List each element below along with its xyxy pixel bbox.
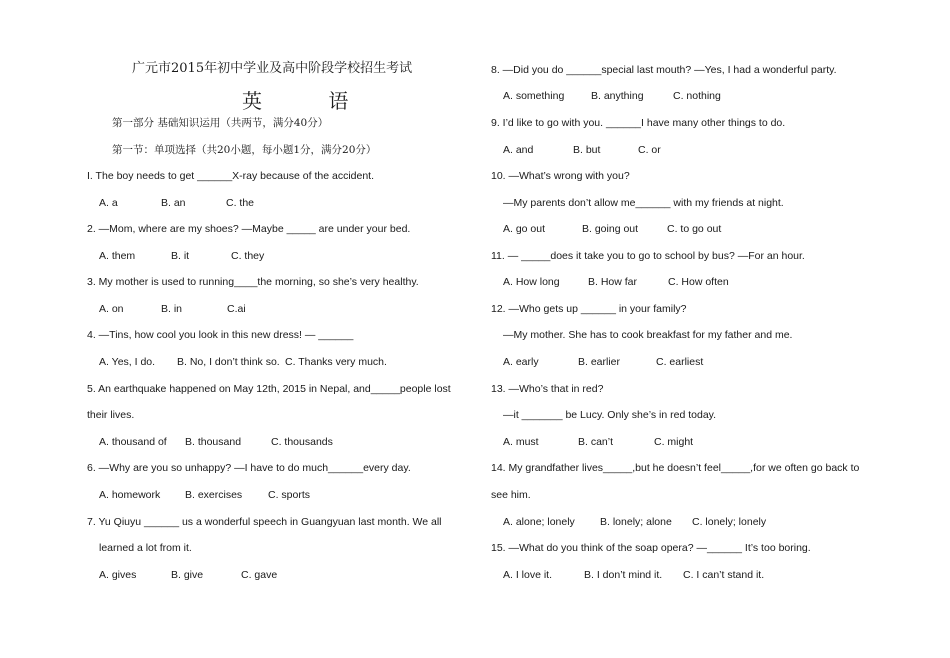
option-c: C.ai <box>227 303 246 315</box>
option-b: B. it <box>171 250 190 262</box>
question-stem: 7. Yu Qiuyu ______ us a wonderful speech in Guangyuan last month. We all <box>87 516 442 528</box>
question-stem: I. The boy needs to get ______X-ray because of the accident. <box>87 170 375 182</box>
option-c: C. sports <box>268 489 311 501</box>
part-heading: 第一部分 基础知识运用（共两节，满分40分） <box>112 117 329 129</box>
option-a: A. homework <box>99 489 161 501</box>
question-options <box>491 89 721 103</box>
question-options <box>491 143 661 157</box>
option-c: C. to go out <box>667 223 722 235</box>
option-c: C. How often <box>668 276 729 288</box>
question-options <box>491 222 721 236</box>
option-b: B. an <box>161 197 186 209</box>
option-c: C. they <box>231 250 265 262</box>
option-b: B. going out <box>582 223 639 235</box>
exam-title: 广元市2015年初中学业及高中阶段学校招生考试 <box>132 61 413 76</box>
question-stem-continued: learned a lot from it. <box>99 542 192 554</box>
option-c: C. Thanks very much. <box>285 356 387 368</box>
option-c: C. gave <box>241 569 278 581</box>
question-options <box>491 275 729 289</box>
option-c: C. might <box>654 436 694 448</box>
question-stem: 5. An earthquake happened on May 12th, 2015 in Nepal, and_____people lost <box>87 383 451 395</box>
question-stem-continued: —it _______ be Lucy. Only she’s in red today. <box>503 409 717 421</box>
option-b: B. earlier <box>578 356 621 368</box>
question-stem-continued: see him. <box>491 489 531 501</box>
question-options <box>87 249 264 263</box>
question-stem: 10. —What’s wrong with you? <box>491 170 630 182</box>
subject-heading: 英 语 <box>242 89 379 113</box>
option-c: C. lonely; lonely <box>692 516 767 528</box>
option-a: A. go out <box>503 223 546 235</box>
question-stem: 13. —Who’s that in red? <box>491 383 604 395</box>
question-stem-continued: —My mother. She has to cook breakfast for my father and me. <box>503 329 793 341</box>
option-b: B. anything <box>591 90 644 102</box>
option-b: B. in <box>161 303 183 315</box>
question-stem: 12. —Who gets up ______ in your family? <box>491 303 687 315</box>
question-options <box>491 515 766 529</box>
question-stem: 15. —What do you think of the soap opera? —______ It’s too boring. <box>491 542 811 554</box>
question-stem: 6. —Why are you so unhappy? —I have to do much______every day. <box>87 462 411 474</box>
question-options <box>87 196 254 210</box>
option-c: C. or <box>638 144 661 156</box>
question-stem-continued: their lives. <box>87 409 135 421</box>
option-c: C. earliest <box>656 356 704 368</box>
question-stem: 4. —Tins, how cool you look in this new dress! — ______ <box>87 329 354 341</box>
question-options <box>87 488 310 502</box>
option-a: A. must <box>503 436 539 448</box>
question-stem-continued: —My parents don’t allow me______ with my friends at night. <box>503 197 784 209</box>
option-b: B. lonely; alone <box>600 516 672 528</box>
section-heading: 第一节：单项选择（共20小题，每小题1分，满分20分） <box>112 144 377 156</box>
question-options <box>491 568 764 582</box>
option-b: B. exercises <box>185 489 243 501</box>
question-options <box>87 435 333 449</box>
question-stem: 2. —Mom, where are my shoes? —Maybe _____ are under your bed. <box>87 223 411 235</box>
option-a: A. them <box>99 250 136 262</box>
option-a: A. Yes, I do. <box>99 356 156 368</box>
question-options <box>491 355 703 369</box>
option-c: C. nothing <box>673 90 721 102</box>
question-options <box>87 568 277 582</box>
option-a: A. and <box>503 144 534 156</box>
question-options <box>491 435 693 449</box>
option-a: A. I love it. <box>503 569 553 581</box>
option-a: A. a <box>99 197 118 209</box>
option-a: A. alone; lonely <box>503 516 575 528</box>
option-b: B. but <box>573 144 601 156</box>
option-a: A. How long <box>503 276 560 288</box>
option-c: C. the <box>226 197 255 209</box>
option-a: A. gives <box>99 569 137 581</box>
option-a: A. early <box>503 356 539 368</box>
question-stem: 9. I’d like to go with you. ______I have many other things to do. <box>491 117 786 129</box>
option-b: B. thousand <box>185 436 242 448</box>
question-options <box>87 302 246 316</box>
option-b: B. can’t <box>578 436 614 448</box>
option-b: B. No, I don’t think so. <box>177 356 280 368</box>
option-a: A. something <box>503 90 565 102</box>
option-b: B. give <box>171 569 204 581</box>
question-stem: 8. —Did you do ______special last mouth? —Yes, I had a wonderful party. <box>491 64 837 76</box>
option-b: B. How far <box>588 276 638 288</box>
question-stem: 14. My grandfather lives_____,but he doesn’t feel_____,for we often go back to <box>491 462 860 474</box>
option-c: C. I can’t stand it. <box>683 569 765 581</box>
option-a: A. thousand of <box>99 436 167 448</box>
question-stem: 3. My mother is used to running____the morning, so she’s very healthy. <box>87 276 419 288</box>
option-a: A. on <box>99 303 124 315</box>
option-c: C. thousands <box>271 436 333 448</box>
question-stem: 11. — _____does it take you to go to school by bus? —For an hour. <box>491 250 805 262</box>
question-options <box>87 355 387 369</box>
option-b: B. I don’t mind it. <box>584 569 663 581</box>
